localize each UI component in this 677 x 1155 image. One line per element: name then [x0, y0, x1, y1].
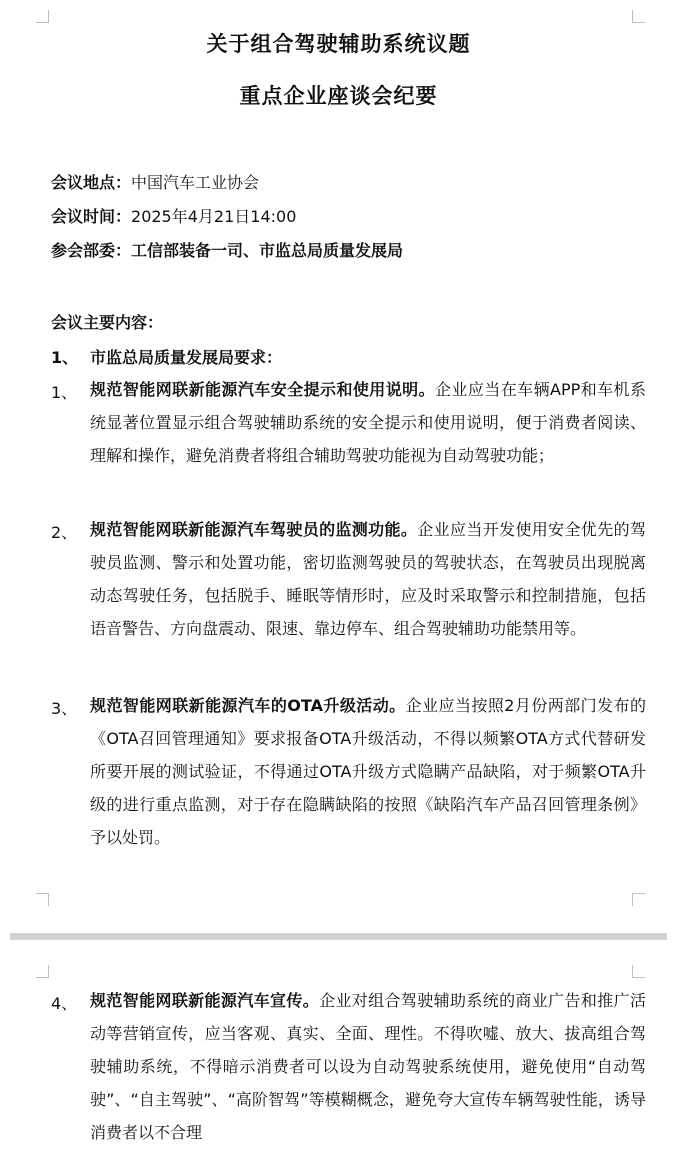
item-2-number: 2、: [51, 523, 78, 542]
crop-mark: [36, 965, 49, 978]
item-3-title: 规范智能网联新能源汽车的OTA升级活动。: [90, 696, 406, 715]
attendees-label: 参会部委：: [51, 241, 132, 260]
item-1: [90, 373, 646, 472]
page-separator: [10, 933, 667, 940]
location-value: 中国汽车工业协会: [131, 173, 260, 192]
section-1-title: 市监总局质量发展局要求：: [90, 348, 283, 367]
attendees-value: 工信部装备一司、市监总局质量发展局: [131, 241, 404, 260]
item-2-body: 企业应当开发使用安全优先的驾驶员监测、警示和处置功能，密切监测驾驶员的驾驶状态，在驾驶员出现脱离动态驾驶任务，包括脱手、睡眠等情形时，应及时采取警示和控制措施，包括语音警告、方向盘震动、限速、靠边停车、组合驾驶辅助功能禁用等。: [90, 520, 646, 638]
item-2: [90, 513, 646, 645]
title-line-1: 关于组合驾驶辅助系统议题: [206, 32, 471, 56]
section-1-number: 1、: [51, 348, 79, 367]
crop-mark: [632, 10, 645, 23]
crop-mark: [36, 10, 49, 23]
item-4-body: 企业对组合驾驶辅助系统的商业广告和推广活动等营销宣传，应当客观、真实、全面、理性。不得吹嘘、放大、拔高组合驾驶辅助系统，不得暗示消费者可以设为自动驾驶系统使用，避免使用“自动驾驶”、“自主驾驶”、“高阶智驾”等模糊概念，避免夸大宣传车辆驾驶性能，诱导消费者以不合理: [90, 991, 646, 1142]
item-1-title: 规范智能网联新能源汽车安全提示和使用说明。: [90, 380, 436, 399]
title-line-2: 重点企业座谈会纪要: [239, 84, 438, 108]
item-1-number: 1、: [51, 383, 78, 402]
main-heading: 会议主要内容：: [51, 313, 164, 332]
location-label: 会议地点：: [51, 173, 132, 192]
crop-mark: [632, 965, 645, 978]
meeting-time: [51, 204, 296, 227]
item-3: [90, 689, 646, 854]
item-4-title: 规范智能网联新能源汽车宣传。: [90, 991, 320, 1010]
time-label: 会议时间：: [51, 207, 132, 226]
meeting-attendees: [51, 238, 403, 261]
crop-mark: [36, 893, 49, 906]
item-3-body: 企业应当按照2月份两部门发布的《OTA召回管理通知》要求报备OTA升级活动，不得以频繁OTA方式代替研发所要开展的测试验证，不得通过OTA升级方式隐瞒产品缺陷，对于频繁OTA升级的进行重点监测，对于存在隐瞒缺陷的按照《缺陷汽车产品召回管理条例》予以处罚。: [90, 696, 646, 847]
time-value: 2025年4月21日14:00: [131, 207, 297, 226]
crop-mark: [632, 893, 645, 906]
item-4-number: 4、: [51, 994, 78, 1013]
item-2-title: 规范智能网联新能源汽车驾驶员的监测功能。: [90, 520, 418, 539]
item-4: [90, 984, 646, 1155]
meeting-location: [51, 170, 259, 193]
item-1-body: 企业应当在车辆APP和车机系统显著位置显示组合驾驶辅助系统的安全提示和使用说明，便于消费者阅读、理解和操作，避免消费者将组合辅助驾驶功能视为自动驾驶功能；: [90, 380, 646, 465]
bottom-fade: [480, 1140, 677, 1155]
item-3-number: 3、: [51, 699, 78, 718]
